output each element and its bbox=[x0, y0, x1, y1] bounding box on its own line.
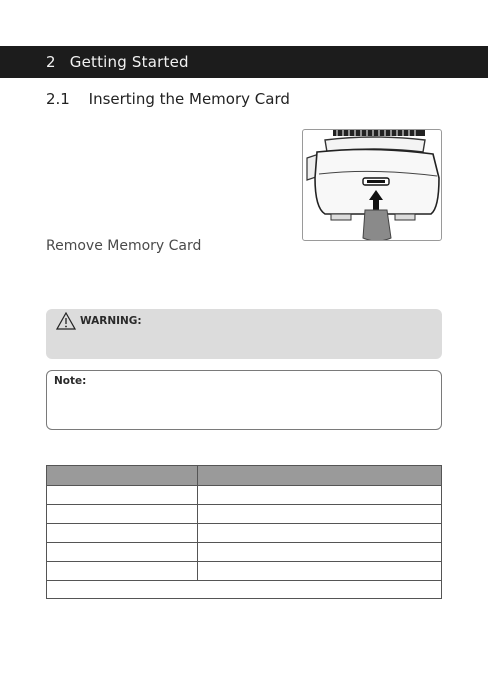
table-cell bbox=[47, 543, 198, 562]
section-number: 2.1 bbox=[46, 90, 70, 108]
table-cell bbox=[198, 524, 442, 543]
table-row bbox=[47, 486, 442, 505]
table-footer-cell bbox=[47, 581, 442, 599]
note-label: Note: bbox=[54, 375, 87, 387]
table-cell bbox=[47, 505, 198, 524]
table-cell bbox=[198, 562, 442, 581]
table-row bbox=[47, 505, 442, 524]
table-row bbox=[47, 562, 442, 581]
table-cell bbox=[47, 486, 198, 505]
spec-table bbox=[46, 465, 442, 599]
table-cell bbox=[198, 543, 442, 562]
warning-box bbox=[46, 309, 442, 359]
remove-memory-card-heading: Remove Memory Card bbox=[46, 238, 202, 254]
table-header-row bbox=[47, 466, 442, 486]
table-cell bbox=[198, 505, 442, 524]
warning-triangle-icon bbox=[56, 312, 76, 334]
memory-card-illustration bbox=[302, 129, 442, 241]
table-row bbox=[47, 543, 442, 562]
chapter-title: Getting Started bbox=[69, 53, 189, 71]
table-row bbox=[47, 524, 442, 543]
chapter-number: 2 bbox=[46, 53, 56, 71]
note-box bbox=[46, 370, 442, 430]
table-cell bbox=[198, 486, 442, 505]
warning-label: WARNING: bbox=[80, 315, 142, 327]
table-cell bbox=[47, 524, 198, 543]
table-header-cell bbox=[198, 466, 442, 486]
section-title: Inserting the Memory Card bbox=[88, 90, 290, 108]
section-heading bbox=[46, 90, 290, 108]
table-cell bbox=[47, 562, 198, 581]
dashcam-slot-icon bbox=[303, 130, 442, 241]
table-header-cell bbox=[47, 466, 198, 486]
table-footer-row bbox=[47, 581, 442, 599]
chapter-header bbox=[0, 46, 488, 78]
